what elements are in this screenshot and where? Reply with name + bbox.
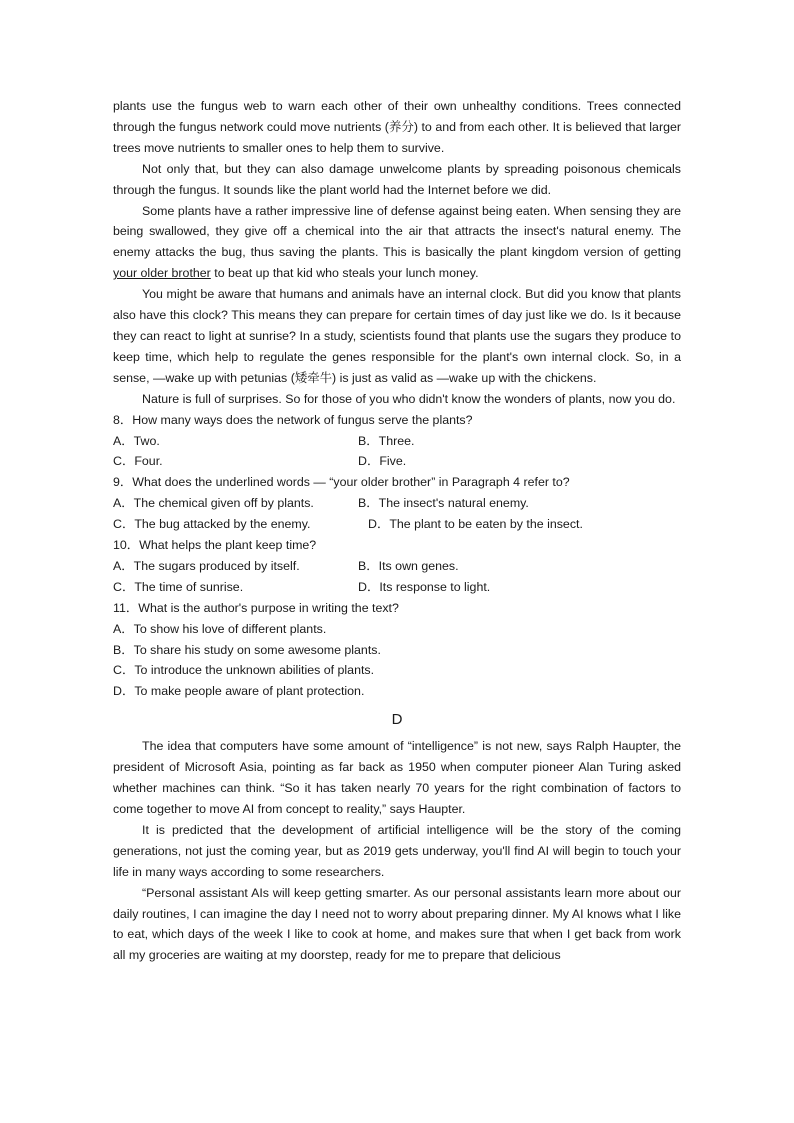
- option-b: B．Its own genes.: [358, 558, 459, 573]
- option-c: C．The time of sunrise.: [113, 579, 244, 594]
- option-d: D．Its response to light.: [358, 579, 491, 594]
- question-stem: 8．How many ways does the network of fungus serve the plants?: [113, 412, 473, 427]
- paragraph: Not only that, but they can also damage unwelcome plants by spreading poisonous chemicals through the fungus. It sounds like the plant world had the Internet before we did.: [113, 161, 681, 197]
- question-stem: 10．What helps the plant keep time?: [113, 538, 317, 553]
- paragraph: Nature is full of surprises. So for those of you who didn't know the wonders of plants, now you do.: [142, 391, 676, 406]
- option-c: C．Four.: [113, 454, 163, 469]
- question-8: [113, 410, 681, 473]
- paragraph-text: Some plants have a rather impressive line of defense against being eaten. When sensing they are being swallowed, they give off a chemical into the air that attracts the insect's natural enemy. The enemy attacks the bug, thus saving the plants. This is basically the plant kingdom version of getting: [113, 203, 681, 260]
- paragraph: It is predicted that the development of artificial intelligence will be the story of the coming generations, not just the coming year, but as 2019 gets underway, you'll find AI will begin to touch your life in many ways according to some researchers.: [113, 822, 681, 879]
- option-b: B．To share his study on some awesome plants.: [113, 642, 381, 657]
- paragraph-text: to beat up that kid who steals your lunch money.: [210, 266, 479, 281]
- question-11: [113, 598, 681, 703]
- option-row: [113, 451, 681, 472]
- option-row: [113, 431, 681, 452]
- option-d: D．Five.: [358, 454, 407, 469]
- question-9: [113, 472, 681, 535]
- question-stem: 9．What does the underlined words — “your older brother” in Paragraph 4 refer to?: [113, 475, 570, 490]
- document-page: [113, 96, 681, 966]
- section-title: D: [391, 711, 403, 729]
- option-row: [113, 493, 681, 514]
- option-row: [113, 577, 681, 598]
- option-b: B．The insect's natural enemy.: [358, 496, 529, 511]
- option-c: C．To introduce the unknown abilities of plants.: [113, 663, 375, 678]
- paragraph: The idea that computers have some amount of “intelligence” is not new, says Ralph Haupter, the president of Microsoft Asia, pointing as far back as 1950 when computer pioneer Alan Turing asked whether machines can think. “So it has taken nearly 70 years for the right combination of factors to come together to move AI from concept to reality,” says Haupter.: [113, 739, 681, 816]
- option-a: A．To show his love of different plants.: [113, 621, 327, 636]
- option-row: [113, 556, 681, 577]
- underlined-phrase: your older brother: [113, 266, 211, 281]
- question-10: [113, 535, 681, 598]
- question-stem: 11．What is the author's purpose in writing the text?: [113, 600, 399, 615]
- option-row: [113, 514, 681, 535]
- option-a: A．Two.: [113, 433, 160, 448]
- paragraph: “Personal assistant AIs will keep getting smarter. As our personal assistants learn more about our daily routines, I can imagine the day I need not to worry about preparing dinner. My AI knows what I like to eat, which days of the week I like to cook at home, and makes sure that when I get back from work all my groceries are waiting at my doorstep, ready for me to prepare that delicious: [113, 885, 681, 963]
- paragraph: You might be aware that humans and animals have an internal clock. But did you know that plants also have this clock? This means they can prepare for certain times of day just like we do. Is it because they can react to light at sunrise? In a study, scientists found that plants use the sugars they produce to keep time, which help to regulate the genes responsible for the plant's own internal clock. So, in a sense, —wake up with petunias (矮牵牛) is just as valid as —wake up with the chickens.: [113, 287, 681, 385]
- option-d: D．The plant to be eaten by the insect.: [368, 517, 583, 532]
- paragraph: plants use the fungus web to warn each other of their own unhealthy conditions. Trees connected through the fungus network could move nutrients (养分) to and from each other. It is believed that larger trees move nutrients to smaller ones to help them to survive.: [113, 99, 681, 155]
- option-c: C．The bug attacked by the enemy.: [113, 517, 311, 532]
- paragraph: [113, 201, 681, 285]
- option-b: B．Three.: [358, 433, 415, 448]
- option-a: A．The chemical given off by plants.: [113, 496, 314, 511]
- option-a: A．The sugars produced by itself.: [113, 558, 300, 573]
- option-d: D．To make people aware of plant protection.: [113, 684, 365, 699]
